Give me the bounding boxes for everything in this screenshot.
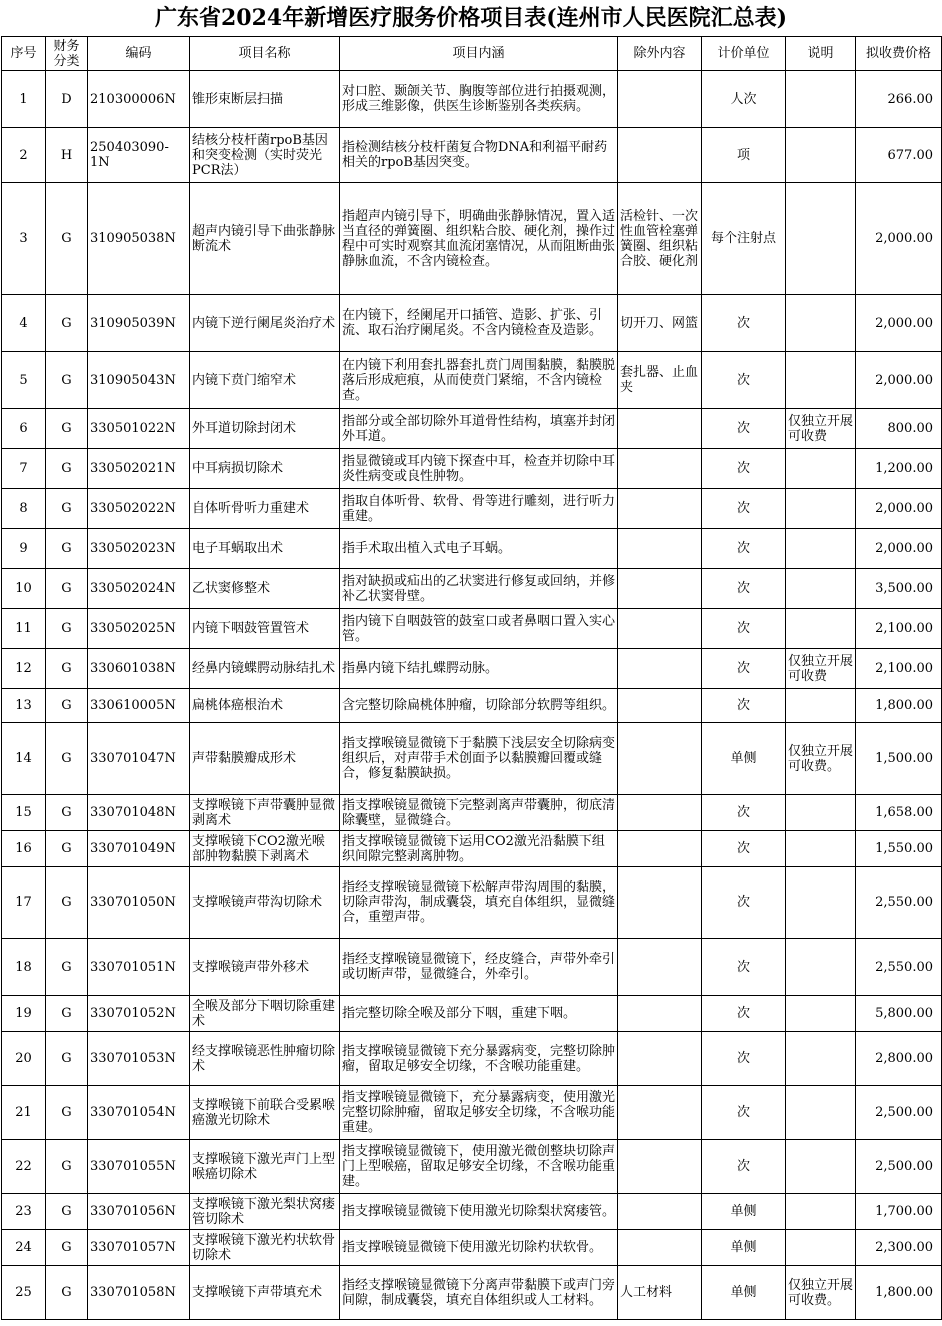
row-name: 乙状窦修整术 — [190, 569, 340, 609]
row-name: 锥形束断层扫描 — [190, 71, 340, 128]
row-exclusion — [618, 71, 702, 128]
row-price: 2,550.00 — [856, 939, 942, 996]
row-exclusion — [618, 867, 702, 939]
table-row — [2, 1266, 942, 1320]
row-price: 2,550.00 — [856, 867, 942, 939]
row-unit: 次 — [702, 449, 786, 489]
row-content: 指检测结核分枝杆菌复合物DNA和利福平耐药相关的rpoB基因突变。 — [340, 128, 618, 183]
row-content: 指经支撑喉镜显微镜下，经皮缝合，声带外牵引或切断声带，显微缝合，外牵引。 — [340, 939, 618, 996]
row-name: 声带黏膜瓣成形术 — [190, 723, 340, 795]
row-unit: 次 — [702, 795, 786, 831]
row-unit: 次 — [702, 1086, 786, 1140]
row-category: G — [46, 1086, 88, 1140]
row-price: 800.00 — [856, 409, 942, 449]
row-exclusion — [618, 1032, 702, 1086]
table-row — [2, 723, 942, 795]
row-category: G — [46, 1140, 88, 1194]
row-price: 2,800.00 — [856, 1032, 942, 1086]
row-exclusion — [618, 723, 702, 795]
table-row — [2, 939, 942, 996]
row-name: 支撑喉镜下前联合受累喉癌激光切除术 — [190, 1086, 340, 1140]
row-unit: 次 — [702, 529, 786, 569]
row-seq: 4 — [2, 295, 46, 352]
row-name: 经鼻内镜蝶腭动脉结扎术 — [190, 649, 340, 689]
row-category: G — [46, 1266, 88, 1320]
row-price: 2,000.00 — [856, 352, 942, 409]
row-content: 指支撑喉镜显微镜下，充分暴露病变，使用激光完整切除肿瘤，留取足够安全切缘，不含喉功能重建。 — [340, 1086, 618, 1140]
row-seq: 12 — [2, 649, 46, 689]
row-category: G — [46, 723, 88, 795]
row-content: 指支撑喉镜显微镜下运用CO2激光沿黏膜下组织间隙完整剥离肿物。 — [340, 831, 618, 867]
table-row — [2, 352, 942, 409]
page-title: 广东省2024年新增医疗服务价格项目表(连州市人民医院汇总表) — [154, 5, 788, 31]
row-exclusion — [618, 409, 702, 449]
row-category: G — [46, 529, 88, 569]
row-category: G — [46, 449, 88, 489]
row-name: 内镜下贲门缩窄术 — [190, 352, 340, 409]
header-exclusion: 除外内容 — [618, 37, 702, 71]
row-price: 1,500.00 — [856, 723, 942, 795]
row-unit: 单侧 — [702, 1266, 786, 1320]
row-unit: 次 — [702, 569, 786, 609]
row-unit: 次 — [702, 295, 786, 352]
row-category: G — [46, 831, 88, 867]
row-name: 结核分枝杆菌rpoB基因和突变检测（实时荧光PCR法） — [190, 128, 340, 183]
row-note — [786, 939, 856, 996]
price-table — [1, 36, 942, 1320]
row-code: 330701048N — [88, 795, 190, 831]
row-exclusion — [618, 529, 702, 569]
row-seq: 16 — [2, 831, 46, 867]
row-seq: 19 — [2, 996, 46, 1032]
row-price: 1,800.00 — [856, 689, 942, 723]
row-seq: 5 — [2, 352, 46, 409]
row-content: 指取自体听骨、软骨、骨等进行雕刻，进行听力重建。 — [340, 489, 618, 529]
table-row — [2, 867, 942, 939]
row-category: G — [46, 489, 88, 529]
row-content: 指对缺损或疝出的乙状窦进行修复或回纳，并修补乙状窦骨壁。 — [340, 569, 618, 609]
row-name: 支撑喉镜下CO2激光喉部肿物黏膜下剥离术 — [190, 831, 340, 867]
table-row — [2, 1140, 942, 1194]
row-seq: 9 — [2, 529, 46, 569]
row-name: 内镜下逆行阑尾炎治疗术 — [190, 295, 340, 352]
row-seq: 11 — [2, 609, 46, 649]
row-content: 指支撑喉镜显微镜下，使用激光微创整块切除声门上型喉癌，留取足够安全切缘，不含喉功能重建。 — [340, 1140, 618, 1194]
row-note — [786, 1086, 856, 1140]
row-category: G — [46, 996, 88, 1032]
row-unit: 项 — [702, 128, 786, 183]
row-code: 330701058N — [88, 1266, 190, 1320]
row-note — [786, 529, 856, 569]
row-exclusion — [618, 649, 702, 689]
row-unit: 次 — [702, 409, 786, 449]
row-unit: 次 — [702, 1140, 786, 1194]
row-note — [786, 996, 856, 1032]
row-note — [786, 183, 856, 295]
row-name: 电子耳蜗取出术 — [190, 529, 340, 569]
row-code: 210300006N — [88, 71, 190, 128]
row-seq: 17 — [2, 867, 46, 939]
row-price: 5,800.00 — [856, 996, 942, 1032]
row-seq: 7 — [2, 449, 46, 489]
row-code: 330502021N — [88, 449, 190, 489]
row-note — [786, 867, 856, 939]
row-seq: 24 — [2, 1230, 46, 1266]
row-category: G — [46, 867, 88, 939]
row-unit: 人次 — [702, 71, 786, 128]
row-seq: 21 — [2, 1086, 46, 1140]
row-exclusion — [618, 795, 702, 831]
row-seq: 18 — [2, 939, 46, 996]
row-category: G — [46, 1230, 88, 1266]
row-unit: 次 — [702, 1032, 786, 1086]
row-exclusion — [618, 1086, 702, 1140]
row-name: 支撑喉镜下激光声门上型喉癌切除术 — [190, 1140, 340, 1194]
row-price: 2,000.00 — [856, 529, 942, 569]
row-code: 330610005N — [88, 689, 190, 723]
row-unit: 次 — [702, 649, 786, 689]
row-unit: 每个注射点 — [702, 183, 786, 295]
row-unit: 次 — [702, 939, 786, 996]
row-content: 指经支撑喉镜显微镜下松解声带沟周围的黏膜，切除声带沟，制成囊袋，填充自体组织，显微缝合，重塑声带。 — [340, 867, 618, 939]
row-seq: 15 — [2, 795, 46, 831]
row-category: G — [46, 295, 88, 352]
table-row — [2, 128, 942, 183]
row-note — [786, 609, 856, 649]
row-price: 266.00 — [856, 71, 942, 128]
row-price: 2,500.00 — [856, 1086, 942, 1140]
row-note — [786, 689, 856, 723]
row-content: 指超声内镜引导下，明确曲张静脉情况，置入适当直径的弹簧圈、组织粘合胶、硬化剂，操作过程中可实时观察其血流闭塞情况，从而阻断曲张静脉血流，不含内镜检查。 — [340, 183, 618, 295]
row-name: 全喉及部分下咽切除重建术 — [190, 996, 340, 1032]
row-code: 330701055N — [88, 1140, 190, 1194]
row-seq: 22 — [2, 1140, 46, 1194]
row-note — [786, 71, 856, 128]
row-content: 指支撑喉镜显微镜下充分暴露病变，完整切除肿瘤，留取足够安全切缘，不含喉功能重建。 — [340, 1032, 618, 1086]
row-exclusion — [618, 831, 702, 867]
row-unit: 次 — [702, 996, 786, 1032]
row-exclusion — [618, 569, 702, 609]
row-price: 2,500.00 — [856, 1140, 942, 1194]
row-category: G — [46, 689, 88, 723]
row-category: D — [46, 71, 88, 128]
row-exclusion — [618, 128, 702, 183]
row-content: 在内镜下，经阑尾开口插管、造影、扩张、引流、取石治疗阑尾炎。不含内镜检查及造影。 — [340, 295, 618, 352]
row-price: 677.00 — [856, 128, 942, 183]
row-note — [786, 1230, 856, 1266]
row-code: 330701053N — [88, 1032, 190, 1086]
row-note — [786, 831, 856, 867]
row-seq: 20 — [2, 1032, 46, 1086]
row-exclusion — [618, 1194, 702, 1230]
row-name: 超声内镜引导下曲张静脉断流术 — [190, 183, 340, 295]
row-note: 仅独立开展可收费 — [786, 649, 856, 689]
row-price: 2,000.00 — [856, 295, 942, 352]
row-exclusion — [618, 689, 702, 723]
row-name: 支撑喉镜下激光梨状窝瘘管切除术 — [190, 1194, 340, 1230]
row-seq: 6 — [2, 409, 46, 449]
row-code: 330701050N — [88, 867, 190, 939]
row-seq: 13 — [2, 689, 46, 723]
row-content: 指经支撑喉镜显微镜下分离声带黏膜下或声门旁间隙，制成囊袋，填充自体组织或人工材料。 — [340, 1266, 618, 1320]
row-price: 1,550.00 — [856, 831, 942, 867]
row-exclusion — [618, 1230, 702, 1266]
table-row — [2, 569, 942, 609]
row-code: 330701054N — [88, 1086, 190, 1140]
row-note — [786, 569, 856, 609]
table-row — [2, 1032, 942, 1086]
table-row — [2, 449, 942, 489]
row-category: G — [46, 1194, 88, 1230]
row-content: 指支撑喉镜显微镜下使用激光切除梨状窝瘘管。 — [340, 1194, 618, 1230]
row-category: G — [46, 649, 88, 689]
row-code: 330502022N — [88, 489, 190, 529]
row-exclusion — [618, 1140, 702, 1194]
row-price: 1,658.00 — [856, 795, 942, 831]
row-content: 指部分或全部切除外耳道骨性结构，填塞并封闭外耳道。 — [340, 409, 618, 449]
row-note — [786, 352, 856, 409]
row-name: 支撑喉镜下声带囊肿显微剥离术 — [190, 795, 340, 831]
row-price: 2,000.00 — [856, 183, 942, 295]
header-seq: 序号 — [2, 37, 46, 71]
table-row — [2, 795, 942, 831]
row-note — [786, 795, 856, 831]
row-name: 支撑喉镜下声带填充术 — [190, 1266, 340, 1320]
row-category: G — [46, 795, 88, 831]
table-row — [2, 1194, 942, 1230]
row-code: 330701056N — [88, 1194, 190, 1230]
row-code: 330701057N — [88, 1230, 190, 1266]
row-name: 自体听骨听力重建术 — [190, 489, 340, 529]
row-code: 330701047N — [88, 723, 190, 795]
row-seq: 23 — [2, 1194, 46, 1230]
row-seq: 10 — [2, 569, 46, 609]
row-seq: 14 — [2, 723, 46, 795]
row-name: 中耳病损切除术 — [190, 449, 340, 489]
row-unit: 次 — [702, 609, 786, 649]
row-exclusion: 活检针、一次性血管栓塞弹簧圈、组织粘合胶、硬化剂 — [618, 183, 702, 295]
row-content: 对口腔、颞颌关节、胸腹等部位进行拍摄观测，形成三维影像，供医生诊断鉴别各类疾病。 — [340, 71, 618, 128]
row-unit: 次 — [702, 489, 786, 529]
row-category: G — [46, 939, 88, 996]
header-note: 说明 — [786, 37, 856, 71]
row-seq: 1 — [2, 71, 46, 128]
row-content: 指支撑喉镜显微镜下完整剥离声带囊肿，彻底清除囊壁，显微缝合。 — [340, 795, 618, 831]
row-note — [786, 449, 856, 489]
row-note: 仅独立开展可收费。 — [786, 723, 856, 795]
row-price: 2,100.00 — [856, 649, 942, 689]
row-content: 指支撑喉镜显微镜下使用激光切除杓状软骨。 — [340, 1230, 618, 1266]
row-code: 250403090-1N — [88, 128, 190, 183]
header-price: 拟收费价格 — [856, 37, 942, 71]
row-unit: 次 — [702, 831, 786, 867]
row-note — [786, 489, 856, 529]
table-header-row — [2, 37, 942, 71]
row-exclusion: 切开刀、网篮 — [618, 295, 702, 352]
table-row — [2, 1230, 942, 1266]
row-code: 330701051N — [88, 939, 190, 996]
row-note: 仅独立开展可收费。 — [786, 1266, 856, 1320]
table-row — [2, 409, 942, 449]
table-row — [2, 183, 942, 295]
row-price: 1,700.00 — [856, 1194, 942, 1230]
table-row — [2, 529, 942, 569]
row-category: G — [46, 1032, 88, 1086]
row-note: 仅独立开展可收费 — [786, 409, 856, 449]
row-category: G — [46, 352, 88, 409]
row-category: G — [46, 183, 88, 295]
table-row — [2, 996, 942, 1032]
row-code: 310905043N — [88, 352, 190, 409]
row-price: 1,800.00 — [856, 1266, 942, 1320]
row-content: 指显微镜或耳内镜下探查中耳，检查并切除中耳炎性病变或良性肿物。 — [340, 449, 618, 489]
row-name: 支撑喉镜声带沟切除术 — [190, 867, 340, 939]
row-unit: 次 — [702, 867, 786, 939]
header-unit: 计价单位 — [702, 37, 786, 71]
row-seq: 25 — [2, 1266, 46, 1320]
row-exclusion: 人工材料 — [618, 1266, 702, 1320]
row-code: 310905039N — [88, 295, 190, 352]
row-content: 在内镜下利用套扎器套扎贲门周围黏膜，黏膜脱落后形成疤痕，从而使贲门紧缩，不含内镜检查。 — [340, 352, 618, 409]
row-exclusion — [618, 489, 702, 529]
row-note — [786, 295, 856, 352]
row-category: G — [46, 569, 88, 609]
header-category: 财务分类 — [46, 37, 88, 71]
row-category: G — [46, 409, 88, 449]
row-unit: 次 — [702, 689, 786, 723]
row-name: 扁桃体癌根治术 — [190, 689, 340, 723]
table-row — [2, 1086, 942, 1140]
row-code: 310905038N — [88, 183, 190, 295]
row-name: 外耳道切除封闭术 — [190, 409, 340, 449]
row-unit: 次 — [702, 352, 786, 409]
row-name: 支撑喉镜声带外移术 — [190, 939, 340, 996]
row-seq: 2 — [2, 128, 46, 183]
row-content: 指鼻内镜下结扎蝶腭动脉。 — [340, 649, 618, 689]
row-unit: 单侧 — [702, 1194, 786, 1230]
row-exclusion: 套扎器、止血夹 — [618, 352, 702, 409]
row-name: 经支撑喉镜恶性肿瘤切除术 — [190, 1032, 340, 1086]
row-name: 内镜下咽鼓管置管术 — [190, 609, 340, 649]
row-code: 330502025N — [88, 609, 190, 649]
row-note — [786, 1032, 856, 1086]
row-unit: 单侧 — [702, 723, 786, 795]
row-code: 330502023N — [88, 529, 190, 569]
header-name: 项目名称 — [190, 37, 340, 71]
table-row — [2, 489, 942, 529]
table-row — [2, 71, 942, 128]
row-category: H — [46, 128, 88, 183]
row-content: 指内镜下自咽鼓管的鼓室口或者鼻咽口置入实心管。 — [340, 609, 618, 649]
row-content: 指支撑喉镜显微镜下于黏膜下浅层安全切除病变组织后，对声带手术创面予以黏膜瓣回覆或缝合，修复黏膜缺损。 — [340, 723, 618, 795]
table-row — [2, 649, 942, 689]
row-price: 2,100.00 — [856, 609, 942, 649]
table-row — [2, 831, 942, 867]
row-unit: 单侧 — [702, 1230, 786, 1266]
row-content: 指完整切除全喉及部分下咽，重建下咽。 — [340, 996, 618, 1032]
row-code: 330601038N — [88, 649, 190, 689]
row-price: 1,200.00 — [856, 449, 942, 489]
row-price: 3,500.00 — [856, 569, 942, 609]
table-row — [2, 609, 942, 649]
row-code: 330701052N — [88, 996, 190, 1032]
header-content: 项目内涵 — [340, 37, 618, 71]
row-seq: 8 — [2, 489, 46, 529]
row-seq: 3 — [2, 183, 46, 295]
row-note — [786, 128, 856, 183]
row-code: 330501022N — [88, 409, 190, 449]
row-note — [786, 1194, 856, 1230]
row-code: 330701049N — [88, 831, 190, 867]
table-row — [2, 295, 942, 352]
row-content: 含完整切除扁桃体肿瘤，切除部分软腭等组织。 — [340, 689, 618, 723]
row-exclusion — [618, 449, 702, 489]
row-exclusion — [618, 939, 702, 996]
row-name: 支撑喉镜下激光杓状软骨切除术 — [190, 1230, 340, 1266]
row-category: G — [46, 609, 88, 649]
row-price: 2,300.00 — [856, 1230, 942, 1266]
row-note — [786, 1140, 856, 1194]
row-exclusion — [618, 996, 702, 1032]
row-content: 指手术取出植入式电子耳蜗。 — [340, 529, 618, 569]
row-exclusion — [618, 609, 702, 649]
row-price: 2,000.00 — [856, 489, 942, 529]
header-code: 编码 — [88, 37, 190, 71]
row-code: 330502024N — [88, 569, 190, 609]
table-row — [2, 689, 942, 723]
